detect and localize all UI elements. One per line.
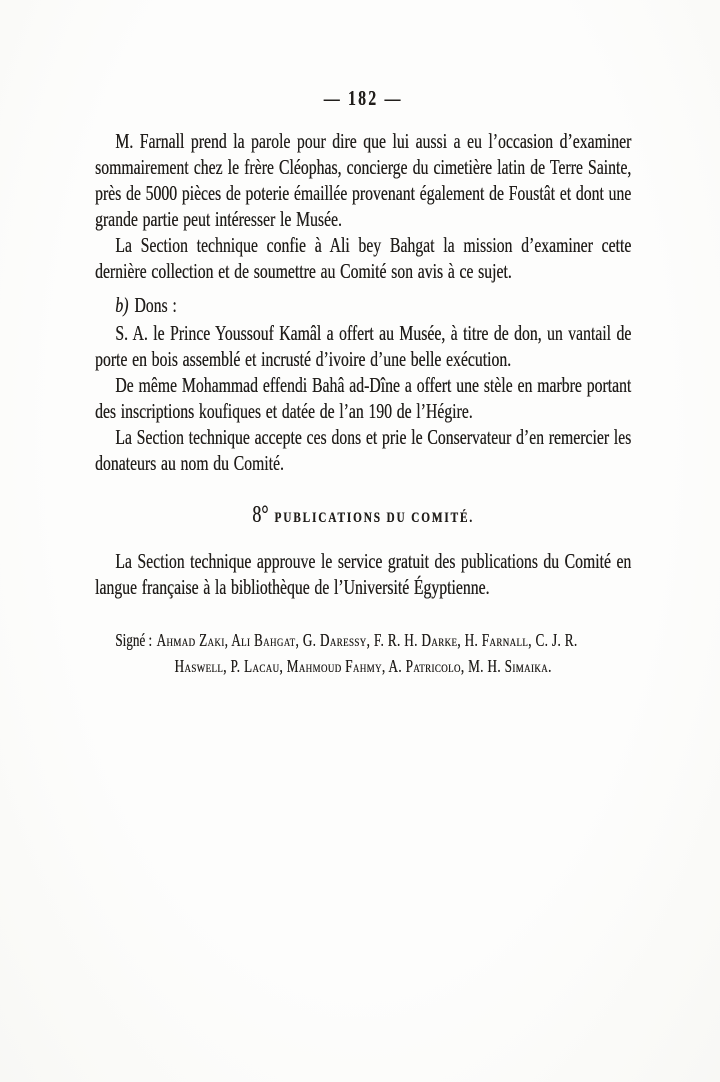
section-number: 8° [252,502,269,528]
text-column [95,0,631,679]
paragraph-remerciement: La Section technique accepte ces dons et prie le Conservateur d’en remercier les donateurs au nom du Comité. [95,425,632,475]
paragraph-section-mission: La Section technique confie à Ali bey Bahgat la mission d’examiner cette dernière collection et de soumettre au Comité son avis à ce sujet. [95,233,632,283]
list-item-dons [95,292,631,318]
paragraph-don-kamal: S. A. le Prince Youssouf Kamâl a offert au Musée, à titre de don, un vantail de porte en bois assemblé et incrusté d’ivoire d’une belle exécution. [95,321,632,371]
section-title: PUBLICATIONS DU COMITÉ. [274,510,474,526]
signature-line-1 [95,627,631,653]
signature-prefix: Signé : [115,630,153,650]
signature-block [95,627,631,679]
paragraph-farnall-examination: M. Farnall prend la parole pour dire que lui aussi a eu l’occasion d’examiner sommairement chez le frère Cléophas, concierge du cimetière latin de Terre Sainte, près de 5000 pièces de poterie émaillée provenant également de Foustât et dont une grande partie peut intéresser le Musée. [95,129,632,231]
signature-names-1: Ahmad Zaki, Ali Bahgat, G. Daressy, F. R. H. Darke, H. Farnall, C. J. R. [156,630,578,650]
page-number: — 182 — [323,86,403,110]
list-item-marker: b) [115,293,129,317]
signature-names-2: Haswell, P. Lacau, Mahmoud Fahmy, A. Patricolo, M. H. Simaika. [174,656,552,676]
paragraph-publications: La Section technique approuve le service gratuit des publications du Comité en langue française à la bibliothèque de l’Université Égyptienne. [95,549,632,599]
list-item-label: Dons : [134,293,177,317]
section-heading [95,502,631,531]
paragraph-don-stele: De même Mohammad effendi Bahâ ad-Dîne a offert une stèle en marbre portant des inscriptions koufiques et datée de l’an 190 de l’Hégire. [95,373,632,423]
